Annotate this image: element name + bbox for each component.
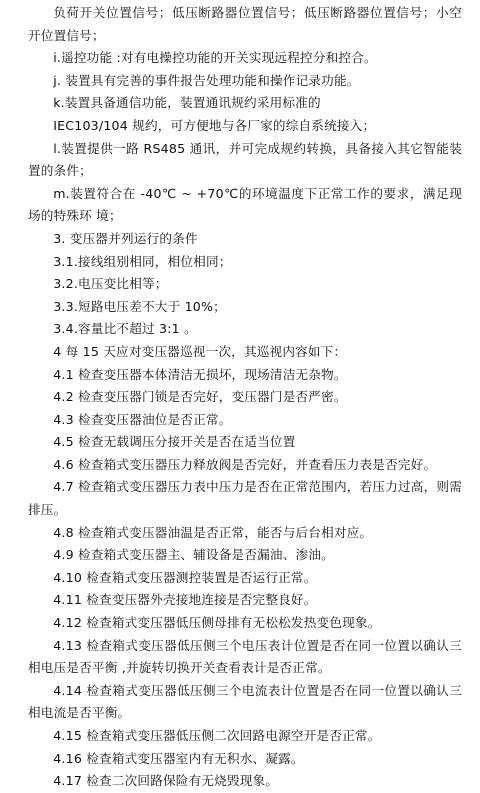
paragraph-4-1: 4.1 检查变压器本体清洁无损坏，现场清洁无杂物。: [53, 366, 347, 382]
paragraph-remote-control: i.遥控功能 :对有电操控功能的开关实现远程控分和控合。: [53, 50, 377, 66]
paragraph-4-2: 4.2 检查变压器门锁是否完好，变压器门是否严密。: [53, 389, 347, 405]
paragraph-4-8: 4.8 检查箱式变压器油温是否正常，能否与后台相对应。: [53, 524, 373, 540]
paragraph-3-3: 3.3.短路电压差不大于 10%；: [53, 298, 226, 314]
paragraph-temperature: m.装置符合在 -40℃ ~ +70℃的环境温度下正常工作的要求，满足现场的特殊环 境；: [28, 185, 462, 224]
paragraph-4-9: 4.9 检查箱式变压器主、辅设备是否漏油、渗油。: [53, 547, 334, 563]
paragraph-protocol: IEC103/104 规约，可方便地与各厂家的综自系统接入；: [53, 117, 376, 133]
section-heading-inspection: 4 每 15 天应对变压器巡视一次，其巡视内容如下：: [53, 343, 347, 359]
section-heading-parallel: 3. 变压器并列运行的条件: [53, 230, 198, 246]
paragraph-4-7: 4.7 检查箱式变压器压力表中压力是否在正常范围内，若压力过高，则需排压。: [28, 479, 462, 518]
paragraph-4-6: 4.6 检查箱式变压器压力释放阀是否完好，并查看压力表是否完好。: [53, 456, 437, 472]
paragraph-4-14: 4.14 检查箱式变压器低压侧三个电流表计位置是否在同一位置以确认三相电流是否平衡。: [28, 682, 462, 721]
paragraph-4-16: 4.16 检查箱式变压器室内有无积水、凝露。: [53, 750, 304, 766]
paragraph-3-2: 3.2.电压变比相等；: [53, 276, 168, 292]
paragraph-4-17: 4.17 检查二次回路保险有无烧毁现象。: [53, 773, 279, 789]
paragraph-4-3: 4.3 检查变压器油位是否正常。: [53, 411, 232, 427]
paragraph-4-5: 4.5 检查无载调压分接开关是否在适当位置: [53, 434, 296, 450]
paragraph-3-1: 3.1.接线组别相同，相位相同；: [53, 253, 232, 269]
paragraph-rs485: l.装置提供一路 RS485 通讯，并可完成规约转换，具备接入其它智能装置的条件；: [28, 140, 462, 179]
paragraph-4-10: 4.10 检查箱式变压器测控装置是否运行正常。: [53, 569, 317, 585]
paragraph-4-11: 4.11 检查变压器外壳接地连接是否完整良好。: [53, 592, 317, 608]
paragraph-4-12: 4.12 检查箱式变压器低压侧母排有无松松发热变色现象。: [53, 615, 381, 631]
paragraph-communication: k.装置具备通信功能，装置通讯规约采用标准的: [53, 95, 321, 111]
paragraph-4-15: 4.15 检查箱式变压器低压侧二次回路电源空开是否正常。: [53, 728, 381, 743]
paragraph-3-4: 3.4.容量比不超过 3:1 。: [53, 321, 197, 337]
paragraph-signals: 负荷开关位置信号；低压断路器位置信号；低压断路器位置信号；小空开位置信号；: [28, 5, 462, 43]
paragraph-4-13: 4.13 检查箱式变压器低压侧三个电压表计位置是否在同一位置以确认三相电压是否平衡 ,并旋转切换开关查看表计是否正常。: [28, 637, 462, 676]
paragraph-event-report: j. 装置具有完善的事件报告处理功能和操作记录功能。: [53, 72, 360, 88]
